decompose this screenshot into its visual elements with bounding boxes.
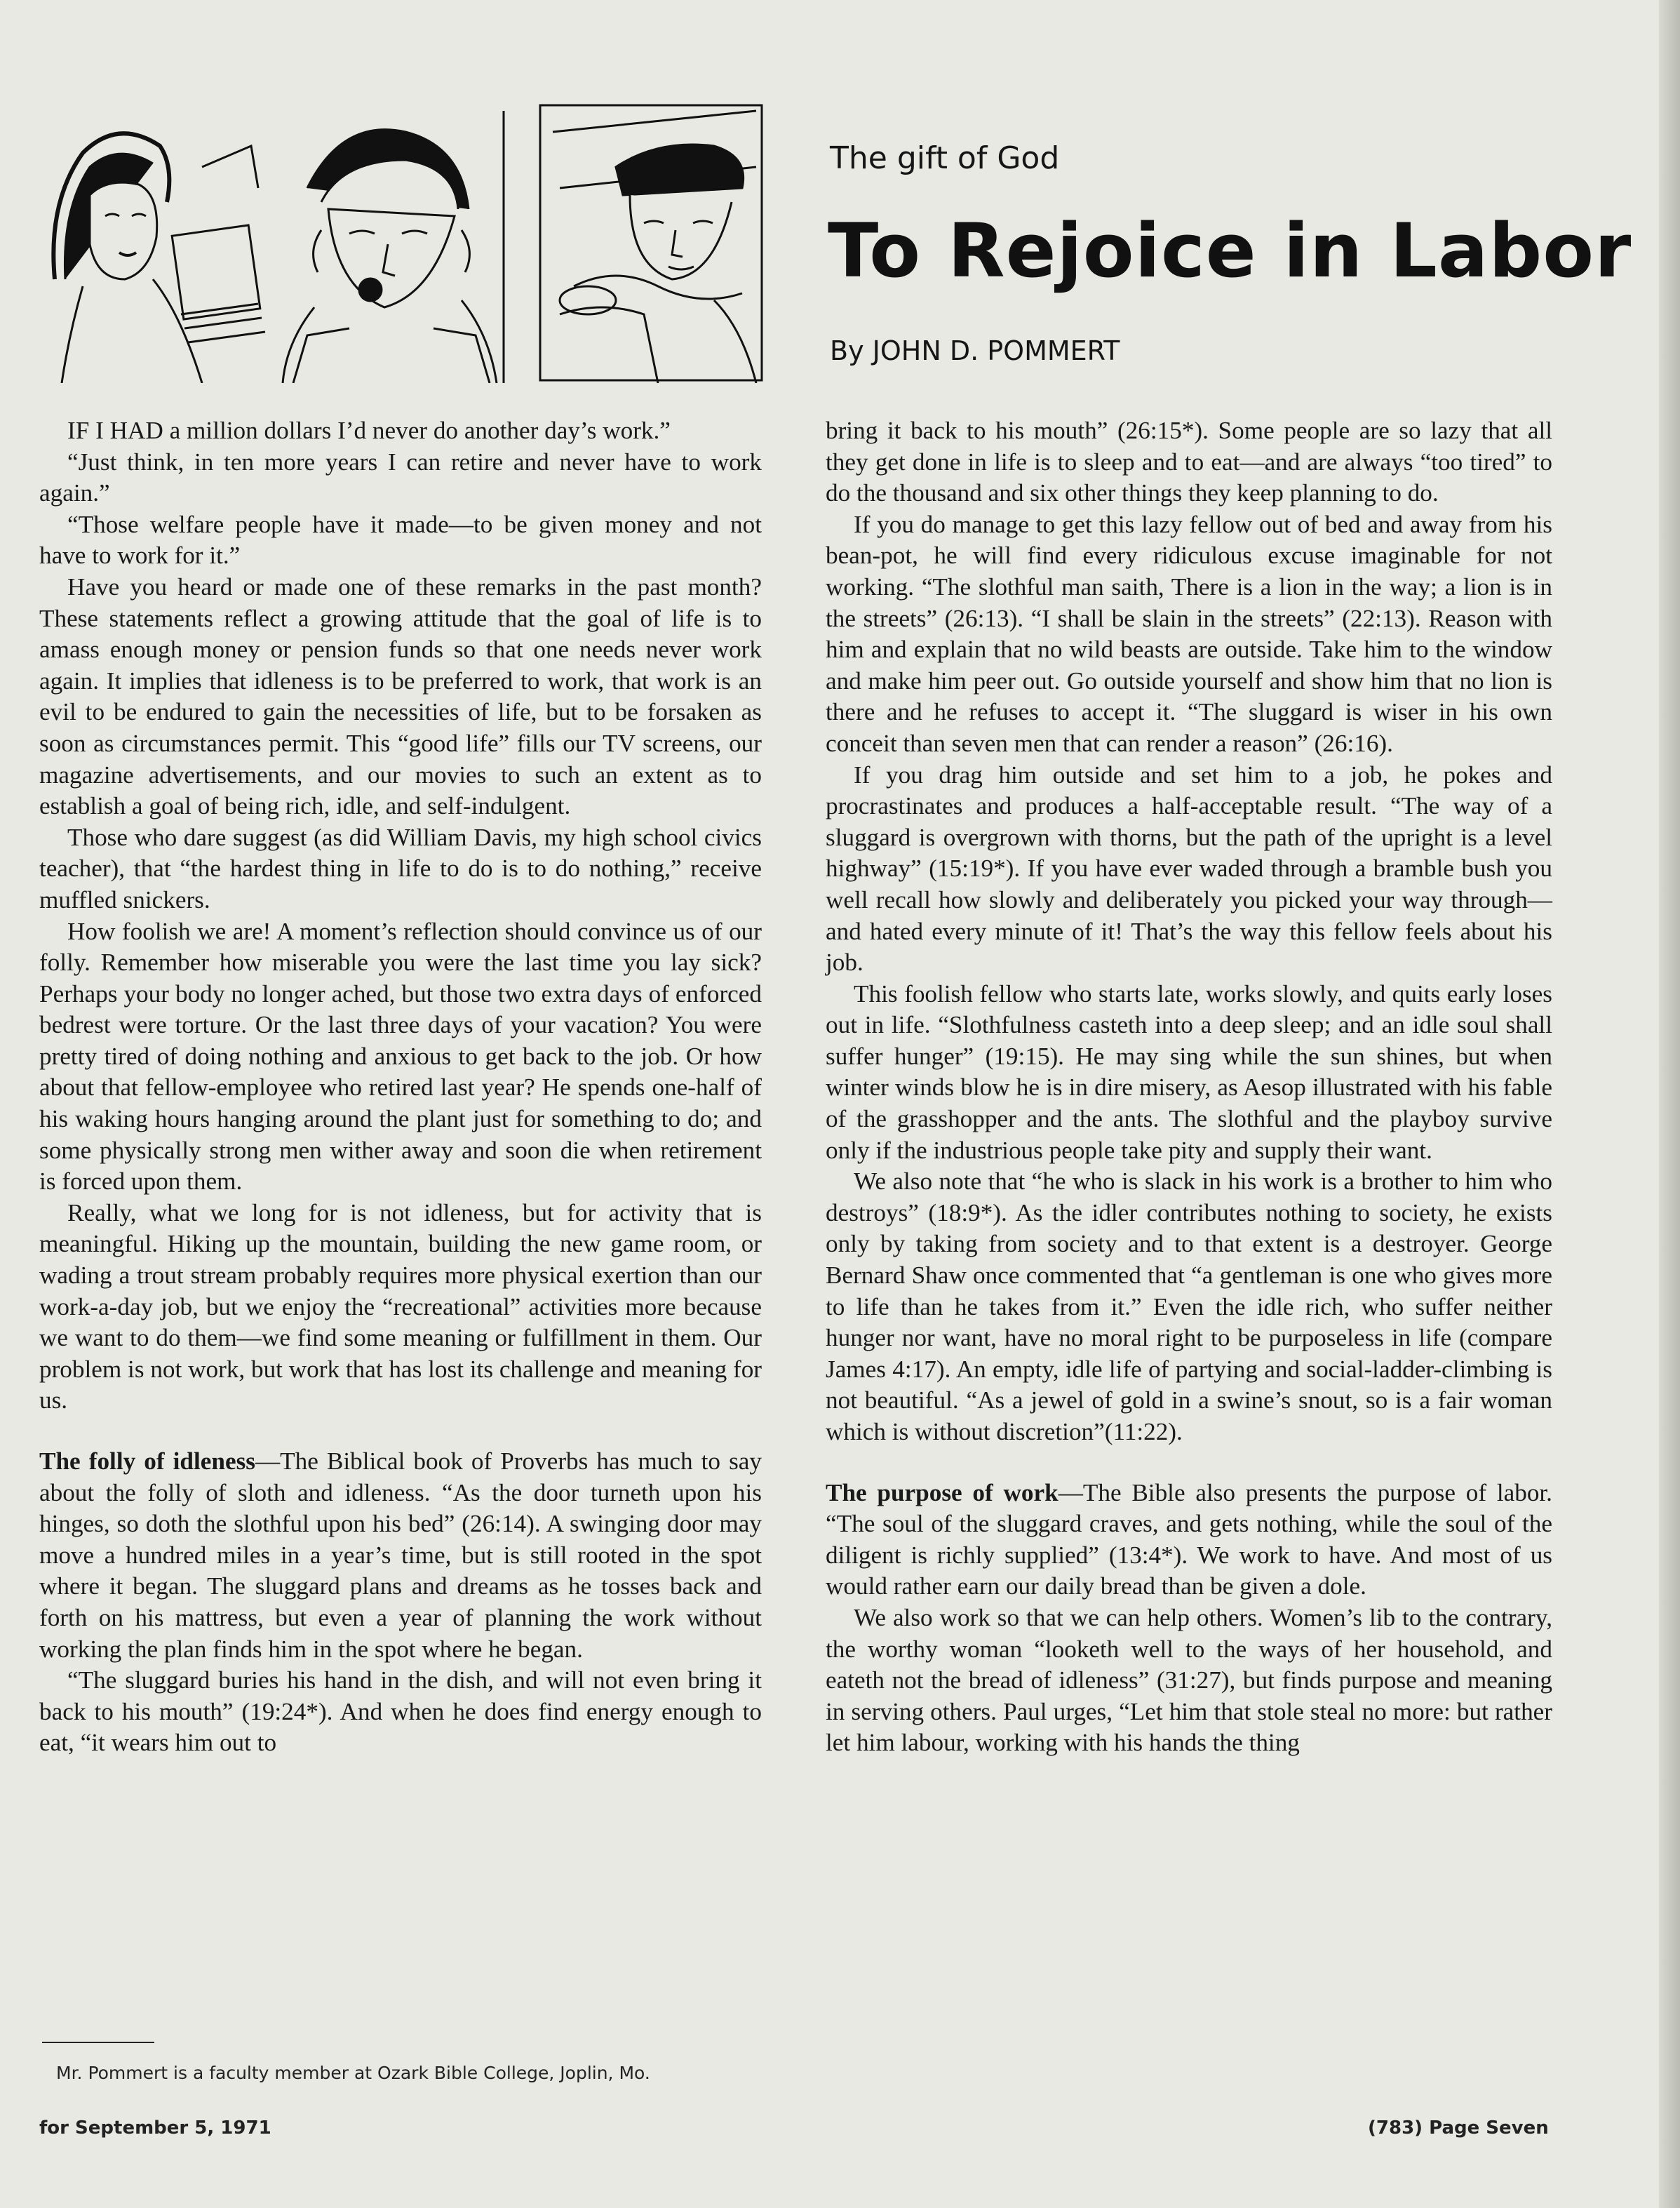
- paragraph: Really, what we long for is not idleness, but for activity that is meaningful. Hiking up the mountain, building the new game room, or wading a trout stream probably requires more physical exertion than our work-a-day job, but we enjoy the “recreational” activities more because we want to do them—we find some meaning or fulfillment in them. Our problem is not work, but work that has lost its challenge and meaning for us.: [39, 1198, 762, 1414]
- section-heading-folly-of-idleness: The folly of idleness: [39, 1447, 255, 1475]
- author-footnote: Mr. Pommert is a faculty member at Ozark Bible College, Joplin, Mo.: [56, 2063, 650, 2083]
- page-number: (783) Page Seven: [1368, 2117, 1549, 2139]
- pilot-illustration: [283, 111, 504, 383]
- paragraph: How foolish we are! A moment’s reflection should convince us of our folly. Remember how miserable you were the last time you lay sick? Perhaps your body no longer ached, but those two extra days of enforced bedrest were torture. Or the last three days of your vacation? You were pretty tired of doing nothing and anxious to get back to the job. Or how about that fellow-employee who retired last year? He spends one-half of his waking hours hanging around the plant just for something to do; and some physically strong men wither away and soon die when retirement is forced upon them.: [39, 917, 762, 1196]
- page-edge: [1659, 0, 1680, 2208]
- issue-date: for September 5, 1971: [39, 2117, 271, 2139]
- paragraph: We also note that “he who is slack in his work is a brother to him who destroys” (18:9*). As the idler contributes nothing to society, he exists only by taking from society and to that extent is a destroyer. George Bernard Shaw once commented that “a gentleman is one who gives more to life than he takes from it.” Even the idle rich, who suffer neither hunger nor want, have no moral right to be purposeless in life (compare James 4:17). An empty, idle life of partying and social-ladder-climbing is not beautiful. “As a jewel of gold in a swine’s snout, so is a fair woman which is without discretion”(11:22).: [826, 1167, 1552, 1445]
- paragraph: “Those welfare people have it made—to be given money and not have to work for it.”: [39, 510, 762, 570]
- paragraph: “Just think, in ten more years I can retire and never have to work again.”: [39, 448, 762, 507]
- paragraph: If you do manage to get this lazy fellow out of bed and away from his bean-pot, he will find every ridiculous excuse imaginable for not working. “The slothful man saith, There is a lion in the way; a lion is in the streets” (26:13). “I shall be slain in the streets” (22:13). Reason with him and explain that no wild beasts are outside. Take him to the window and make him peer out. Go outside yourself and show him that no lion is there and he refuses to accept it. “The sluggard is wiser in his own conceit than seven men that can render a reason” (26:16).: [826, 510, 1552, 757]
- left-column: [39, 415, 762, 1759]
- section-heading-purpose-of-work: The purpose of work: [826, 1478, 1059, 1506]
- header-illustration: [41, 104, 763, 383]
- truck-driver-illustration: [540, 105, 762, 383]
- article-title: To Rejoice in Labor: [828, 208, 1632, 294]
- paragraph: IF I HAD a million dollars I’d never do another day’s work.”: [67, 417, 671, 444]
- footnote-rule: [42, 2042, 154, 2043]
- paragraph: If you drag him outside and set him to a job, he pokes and procrastinates and produces a half-acceptable result. “The way of a sluggard is overgrown with thorns, but the path of the upright is a level highway” (15:19*). If you have ever waded through a bramble bush you well recall how slowly and deliberately you picked your way through—and hated every minute of it! That’s the way this fellow feels about his job.: [826, 761, 1552, 977]
- right-column: [826, 415, 1552, 1759]
- paragraph: Those who dare suggest (as did William Davis, my high school civics teacher), that “the hardest thing in life to do is to do nothing,” receive muffled snickers.: [39, 823, 762, 914]
- paragraph: We also work so that we can help others. Women’s lib to the contrary, the worthy woman “looketh well to the ways of her household, and eateth not the bread of idleness” (31:27), but finds purpose and meaning in serving others. Paul urges, “Let him that stole steal no more: but rather let him labour, working with his hands the thing: [826, 1603, 1552, 1757]
- article-byline: By JOHN D. POMMERT: [830, 335, 1120, 366]
- paragraph: Have you heard or made one of these remarks in the past month? These statements reflect a growing attitude that the goal of life is to amass enough money or pension funds so that one needs never work again. It implies that idleness is to be preferred to work, that work is an evil to be endured to gain the necessities of life, but to be forsaken as soon as circumstances permit. This “good life” fills our TV screens, our magazine advertisements, and our movies to such an extent as to establish a goal of being rich, idle, and self-indulgent.: [39, 573, 762, 820]
- woman-typist-illustration: [53, 133, 265, 383]
- section-text: —The Bible also presents the purpose of labor. “The soul of the sluggard craves, and gets nothing, while the soul of the diligent is richly supplied” (13:4*). We work to have. And most of us would rather earn our daily bread than be given a dole.: [826, 1478, 1552, 1600]
- paragraph: This foolish fellow who starts late, works slowly, and quits early loses out in life. “Slothfulness casteth into a deep sleep; and an idle soul shall suffer hunger” (19:15). He may sing while the sun shines, but when winter winds blow he is in dire misery, as Aesop illustrated with his fable of the grasshopper and the ants. The slothful and the playboy survive only if the industrious people take pity and supply their want.: [826, 979, 1552, 1164]
- paragraph: “The sluggard buries his hand in the dish, and will not even bring it back to his mouth” (19:24*). And when he does find energy enough to eat, “it wears him out to: [39, 1666, 762, 1757]
- paragraph: bring it back to his mouth” (26:15*). Some people are so lazy that all they get done in life is to sleep and to eat—and are always “too tired” to do the thousand and six other things they keep planning to do.: [826, 417, 1552, 507]
- section-text: —The Biblical book of Proverbs has much to say about the folly of sloth and idleness. “As the door turneth upon his hinges, so doth the slothful upon his bed” (26:14). A swinging door may move a hundred miles in a year’s time, but is still rooted in the spot where it began. The sluggard plans and dreams as he tosses back and forth on his mattress, but even a year of planning the work without working the plan finds him in the spot where he began.: [39, 1447, 762, 1663]
- section-paragraph: [826, 1478, 1552, 1603]
- article-kicker: The gift of God: [830, 140, 1060, 176]
- section-paragraph: [39, 1446, 762, 1665]
